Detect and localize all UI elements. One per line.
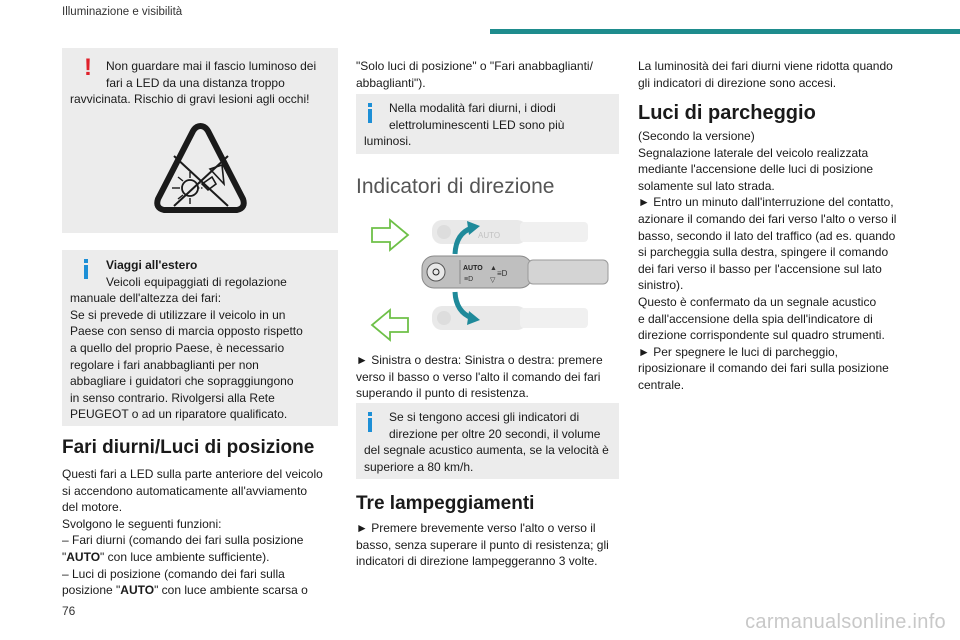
arrow-right-icon [372,220,408,250]
info-line: del segnale acustico aumenta, se la velocità è [364,443,609,458]
svg-text:AUTO: AUTO [478,231,501,240]
info-line: Se si tengono accesi gli indicatori di [389,410,580,424]
info-line: Nella modalità fari diurni, i diodi [389,101,556,115]
warning-icon: ! [84,54,92,81]
watermark: carmanualsonline.info [745,611,946,633]
warning-line: Non guardare mai il fascio luminoso dei [106,59,317,73]
info-line: direzione per oltre 20 secondi, il volume [389,426,601,441]
arrow-left-icon [372,310,408,340]
section-header: Illuminazione e visibilità [62,6,183,18]
indicators-body: ► Sinistra o destra: Sinistra o destra: premere verso il basso o verso l'alto il comando dei fari superando il punto di resistenza. [356,353,603,401]
info-line: luminosi. [364,134,412,149]
header-accent-bar [490,29,960,34]
stalk-auto-label: AUTO [463,265,483,272]
col2-top-text: "Solo luci di posizione" o "Fari anabbaglianti/ abbaglianti"). [356,59,593,90]
info-box-indicator-volume [356,403,619,479]
col3-intro: La luminosità dei fari diurni viene ridotta quando gli indicatori di direzione sono accesi. [638,59,893,90]
info-icon [84,259,88,279]
section-title-three-flashes: Tre lampeggiamenti [356,493,535,514]
info-icon [368,412,372,432]
section-title-drl: Fari diurni/Luci di posizione [62,437,315,458]
section-title-indicators: Indicatori di direzione [356,175,555,198]
info-title: Viaggi all'estero [106,258,198,272]
warning-line: fari a LED da una distanza troppo [106,75,285,90]
info-icon [368,103,372,123]
warning-line: ravvicinata. Rischio di gravi lesioni agli occhi! [70,92,310,106]
indicator-stalk-illustration [360,208,620,344]
info-line: superiore a 80 km/h. [364,459,474,474]
drl-body: Questi fari a LED sulla parte anteriore del veicolo si accendono automaticamente all'avviamento del motore. Svolgono le seguenti funzioni: – Fari diurni (comando dei fari sulla posizione "AUTO" con luce ambiente sufficiente). – Luci di posizione (comando dei fari sulla posizione "AUTO" con luce ambiente scarsa o [62,467,323,598]
warning-text [106,58,331,91]
page-number: 76 [62,604,76,618]
section-title-parking-lights: Luci di parcheggio [638,102,816,124]
parking-lights-body: (Secondo la versione) Segnalazione laterale del veicolo realizzata mediante l'accensione delle luci di posizione solamente sul lato strada. ► Entro un minuto dall'interruzione del contatto, azionare il comando dei fari verso l'alto o verso il basso, secondo il lato del traffico (ad es. quando si parcheggia sulla destra, spingere il comando dei fari verso il basso per l'accensione sul lato sinistro). Questo è confermato da un segnale acustico e dall'accensione della spia dell'indicatore di direzione corrispondente sul quadro strumenti. ► Per spegnere le luci di parcheggio, riposizionare il comando dei fari sulla posizione centrale. [638,129,897,392]
info-line: elettroluminescenti LED sono più [389,117,565,132]
no-look-led-icon [152,122,249,219]
svg-text:▽: ▽ [490,277,496,284]
info-box-drl [356,94,619,154]
three-flashes-body: ► Premere brevemente verso l'alto o verso il basso, senza superare il punto di resistenza; gli indicatori di direzione lampeggeranno 3 volte. [356,521,609,569]
svg-text:▲: ▲ [490,265,497,272]
info-line: Veicoli equipaggiati di regolazione [106,274,287,289]
info-paragraph: manuale dell'altezza dei fari: Se si prevede di utilizzare il veicolo in un Paese con senso di marcia opposto rispetto a quello del proprio Paese, è necessario regolare i fari anabbaglianti per non abbagliare i guidatori che sopraggiungono in senso contrario. Rivolgersi alla Rete PEUGEOT o ad un riparatore qualificato. [70,291,303,422]
svg-text:≡D: ≡D [497,269,508,278]
info-box-travel [62,250,338,426]
warning-box [62,48,338,233]
svg-text:≡D: ≡D [464,276,474,283]
